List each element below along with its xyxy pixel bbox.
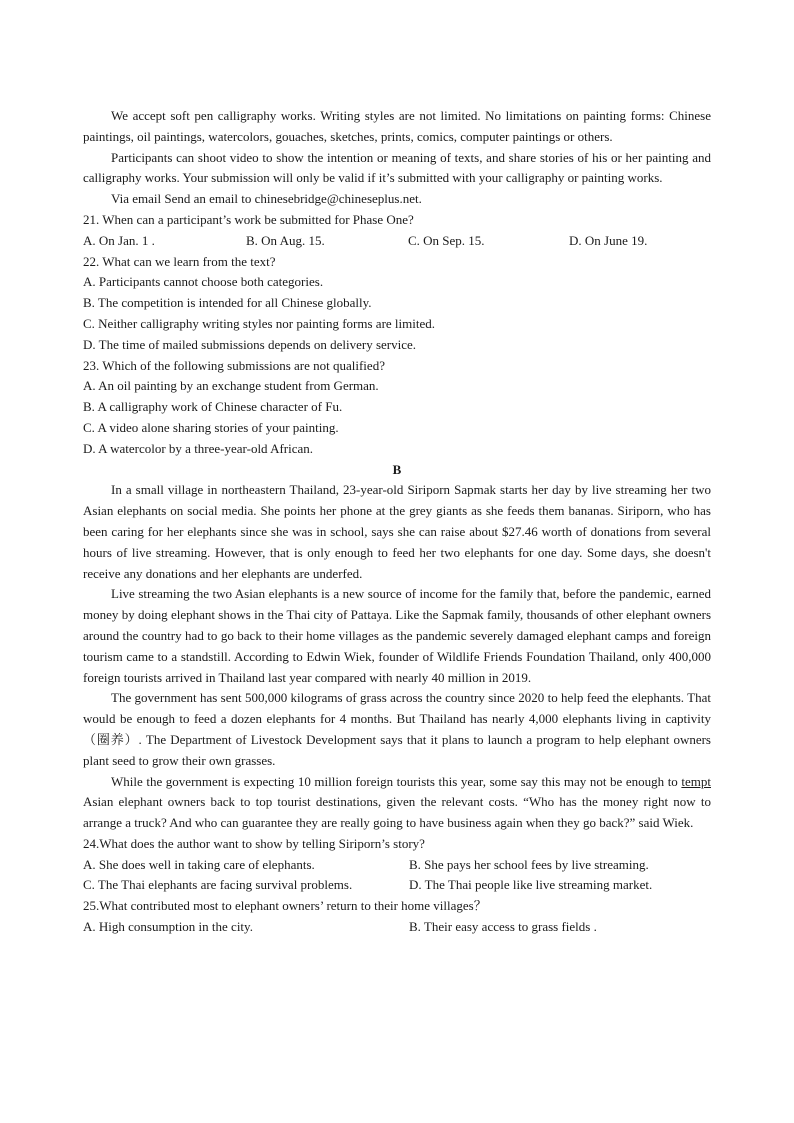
section-b-paragraph-1: In a small village in northeastern Thailand, 23-year-old Siriporn Sapmak starts her day by live streaming her two Asian elephants on social media. She points her phone at the grey giants as she feeds them bananas. Siriporn, who has been caring for her elephants since she was in school, says she can raise about $27.46 worth of donations from several hours of live streaming. However, that is only enough to feed her two elephants for one day. Some days, she doesn't receive any donations and her elephants are underfed.	[83, 482, 711, 581]
option-22-b: B. The competition is intended for all Chinese globally.	[83, 295, 372, 311]
section-b-paragraph-3: The government has sent 500,000 kilograms of grass across the country since 2020 to help feed the elephants. That would be enough to feed a dozen elephants for 4 months. But Thailand has nearly 4,000 elephants living in captivity（圈养）. The Department of Livestock Development says that it plans to launch a program to help elephant owners plant seed to grow their own grasses.	[83, 690, 711, 768]
p4-text-after: Asian elephant owners back to top tourist destinations, given the relevant costs. “Who has the money right now to arrange a truck? And who can guarantee they are really going to have business again when they go back?” said Wiek.	[83, 794, 711, 831]
option-23-c: C. A video alone sharing stories of your painting.	[83, 419, 339, 435]
option-24-d: D. The Thai people like live streaming market.	[409, 877, 653, 893]
question-25-options-row-1	[83, 917, 711, 938]
question-25-stem: 25.What contributed most to elephant owners’ return to their home villages？	[83, 898, 487, 914]
intro-paragraph-2: Participants can shoot video to show the intention or meaning of texts, and share stories of his or her painting and calligraphy works. Your submission will only be valid if it’s submitted with your calligraphy or painting works.	[83, 149, 711, 186]
question-24-options-row-2	[83, 875, 711, 896]
question-24-options-row-1	[83, 855, 711, 876]
p4-text-before: While the government is expecting 10 million foreign tourists this year, some say this may not be enough to	[111, 773, 682, 789]
section-b-paragraph-4	[83, 772, 711, 834]
option-22-c: C. Neither calligraphy writing styles nor painting forms are limited.	[83, 315, 436, 331]
option-21-d: D. On June 19.	[569, 232, 648, 248]
intro-paragraph-3: Via email Send an email to chinesebridge@chineseplus.net.	[111, 191, 422, 207]
option-23-a: A. An oil painting by an exchange student from German.	[83, 378, 379, 394]
option-24-c: C. The Thai elephants are facing survival problems.	[83, 877, 353, 893]
option-25-a: A. High consumption in the city.	[83, 919, 253, 935]
option-23-b: B. A calligraphy work of Chinese character of Fu.	[83, 399, 343, 415]
underlined-word-tempt: tempt	[681, 773, 711, 789]
question-23-stem: 23. Which of the following submissions are not qualified?	[83, 357, 385, 373]
question-21-stem: 21. When can a participant’s work be submitted for Phase One?	[83, 211, 414, 227]
document-page	[83, 106, 711, 938]
section-b-heading: B	[392, 461, 402, 477]
option-21-c: C. On Sep. 15.	[408, 232, 485, 248]
option-22-d: D. The time of mailed submissions depends on delivery service.	[83, 336, 416, 352]
intro-paragraph-1: We accept soft pen calligraphy works. Writing styles are not limited. No limitations on painting forms: Chinese paintings, oil paintings, watercolors, gouaches, sketches, prints, comics, computer paintings or others.	[83, 108, 711, 144]
option-21-a: A. On Jan. 1 .	[83, 232, 155, 248]
question-21-options	[83, 231, 711, 252]
question-22-stem: 22. What can we learn from the text?	[83, 253, 276, 269]
option-24-b: B. She pays her school fees by live streaming.	[409, 856, 649, 872]
option-23-d: D. A watercolor by a three-year-old African.	[83, 440, 314, 456]
section-b-paragraph-2: Live streaming the two Asian elephants is a new source of income for the family that, before the pandemic, earned money by doing elephant shows in the Thai city of Pattaya. Like the Sapmak family, thousands of other elephant owners around the country had to go back to their home villages as the pandemic severely damaged elephant camps and foreign tourism came to a standstill. According to Edwin Wiek, founder of Wildlife Friends Foundation Thailand, only 400,000 foreign tourists arrived in Thailand last year compared with nearly 40 million in 2019.	[83, 586, 711, 685]
option-24-a: A. She does well in taking care of elephants.	[83, 856, 315, 872]
question-24-stem: 24.What does the author want to show by telling Siriporn’s story?	[83, 835, 425, 851]
option-22-a: A. Participants cannot choose both categories.	[83, 274, 324, 290]
option-21-b: B. On Aug. 15.	[246, 232, 325, 248]
option-25-b: B. Their easy access to grass fields .	[409, 919, 597, 935]
